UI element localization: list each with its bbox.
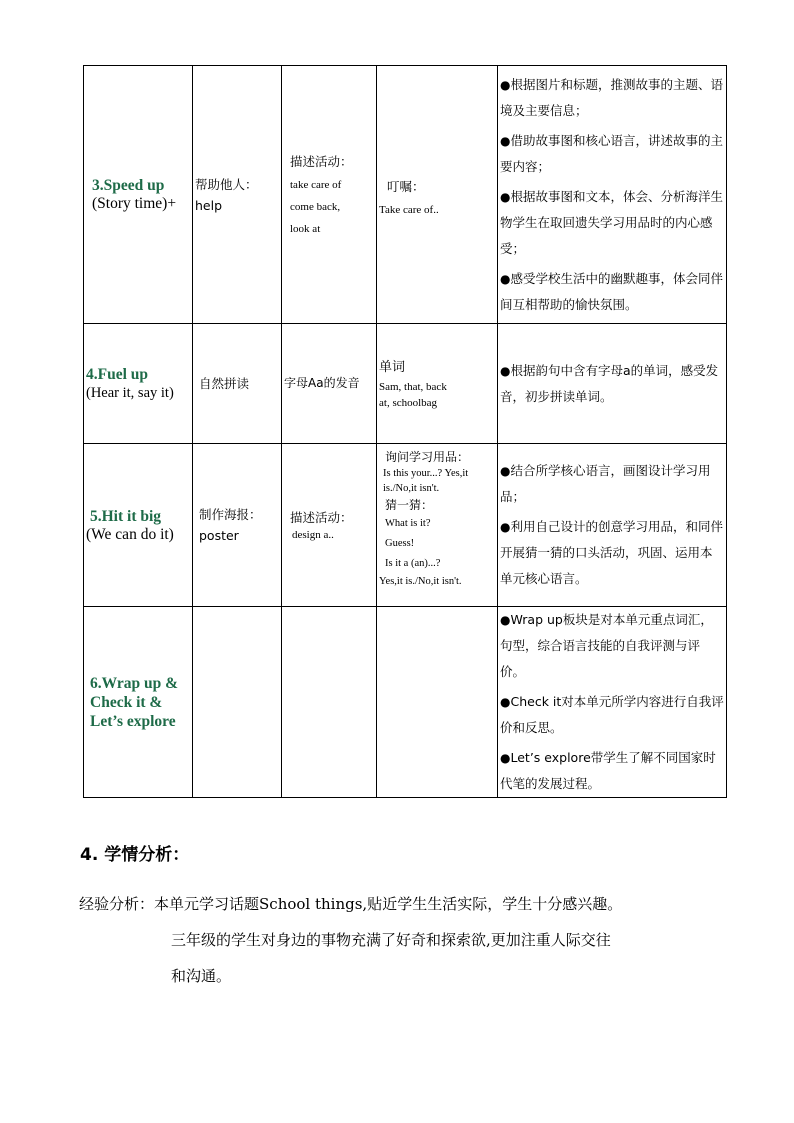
table-row	[84, 607, 727, 798]
vocab-line: come back,	[290, 200, 341, 213]
vocab-line: 字母Aa的发音	[284, 376, 360, 390]
analysis-line: 三年级的学生对身边的事物充满了好奇和探索欲,更加注重人际交往	[171, 931, 611, 949]
language-cell	[377, 324, 498, 444]
language-line: Is it a (an)...?	[385, 558, 441, 569]
language-line: Is this your...? Yes,it is./No,it isn't.	[383, 468, 469, 494]
vocab-line: 描述活动：	[290, 509, 353, 525]
objective-item: ●借助故事图和核心语言，讲述故事的主要内容；	[500, 132, 723, 174]
objectives-cell	[498, 607, 727, 798]
objectives-cell	[498, 66, 727, 324]
language-line: Guess!	[385, 538, 415, 549]
activity-cell	[193, 444, 282, 607]
activity-text: 制作海报：poster	[199, 507, 262, 543]
vocab-cell	[282, 66, 377, 324]
activity-cell	[193, 607, 282, 798]
stage-subtitle: (We can do it)	[86, 525, 174, 543]
activity-text: 自然拼读	[199, 376, 250, 391]
vocab-line: 描述活动：	[290, 153, 353, 169]
objective-item: ●利用自己设计的创意学习用品，和同伴开展猜一猜的口头活动，巩固、运用本单元核心语言。	[500, 519, 723, 586]
vocab-line: look at	[290, 222, 321, 235]
vocab-cell	[282, 324, 377, 444]
language-line: at, schoolbag	[379, 396, 438, 409]
stage-subtitle: (Story time)+	[92, 195, 177, 212]
objective-item: ●根据韵句中含有字母a的单词，感受发音，初步拼读单词。	[500, 362, 719, 404]
vocab-cell	[282, 607, 377, 798]
language-line: Yes,it is./No,it isn't.	[379, 576, 462, 587]
activity-cell	[193, 324, 282, 444]
table-row	[84, 66, 727, 324]
table-row	[84, 324, 727, 444]
vocab-cell	[282, 444, 377, 607]
analysis-line: 经验分析：本单元学习话题School things,贴近学生生活实际，学生十分感兴趣。	[79, 895, 623, 913]
language-cell	[377, 444, 498, 607]
objective-item: ●结合所学核心语言，画图设计学习用品；	[500, 463, 711, 504]
language-line: What is it?	[385, 518, 431, 529]
language-cell	[377, 66, 498, 324]
stage-title: 3.Speed up	[92, 177, 165, 194]
objective-item: ●感受学校生活中的幽默趣事，体会同伴间互相帮助的愉快氛围。	[500, 270, 723, 312]
language-line: 单词	[379, 359, 406, 375]
objective-item: ●根据图片和标题，推测故事的主题、语境及主要信息；	[500, 76, 723, 118]
table-row	[84, 444, 727, 607]
vocab-line: take care of	[290, 178, 342, 191]
stage-cell	[84, 324, 193, 444]
analysis-paragraph	[79, 886, 739, 994]
language-line: 猜一猜：	[385, 498, 434, 512]
stage-title: 6.Wrap up & Check it & Let’s explore	[90, 674, 178, 730]
objective-item: ●Check it对本单元所学内容进行自我评价和反思。	[500, 694, 724, 735]
language-line: Take care of..	[379, 203, 439, 216]
stage-cell	[84, 607, 193, 798]
activity-text: 帮助他人：help	[195, 176, 258, 213]
objective-item: ●根据故事图和文本，体会、分析海洋生物学生在取回遗失学习用品时的内心感受；	[500, 188, 723, 256]
lesson-plan-table	[83, 65, 727, 798]
objectives-cell	[498, 444, 727, 607]
language-line: Sam, that, back	[379, 380, 447, 393]
section-heading: 4. 学情分析：	[80, 845, 190, 865]
language-line: 询问学习用品：	[385, 450, 470, 464]
analysis-label: 经验分析：	[79, 895, 155, 913]
stage-cell	[84, 66, 193, 324]
stage-subtitle: (Hear it, say it)	[86, 385, 174, 401]
objective-item: ●Wrap up板块是对本单元重点词汇，句型，综合语言技能的自我评测与评价。	[500, 612, 713, 679]
stage-cell	[84, 444, 193, 607]
objective-item: ●Let’s explore带学生了解不同国家时代笔的发展过程。	[500, 750, 716, 791]
stage-title: 4.Fuel up	[86, 366, 149, 383]
activity-cell	[193, 66, 282, 324]
objectives-cell	[498, 324, 727, 444]
language-line: 叮嘱：	[387, 178, 425, 194]
language-cell	[377, 607, 498, 798]
analysis-line: 和沟通。	[171, 967, 232, 985]
stage-title: 5.Hit it big	[90, 507, 162, 525]
vocab-line: design a..	[292, 528, 334, 541]
